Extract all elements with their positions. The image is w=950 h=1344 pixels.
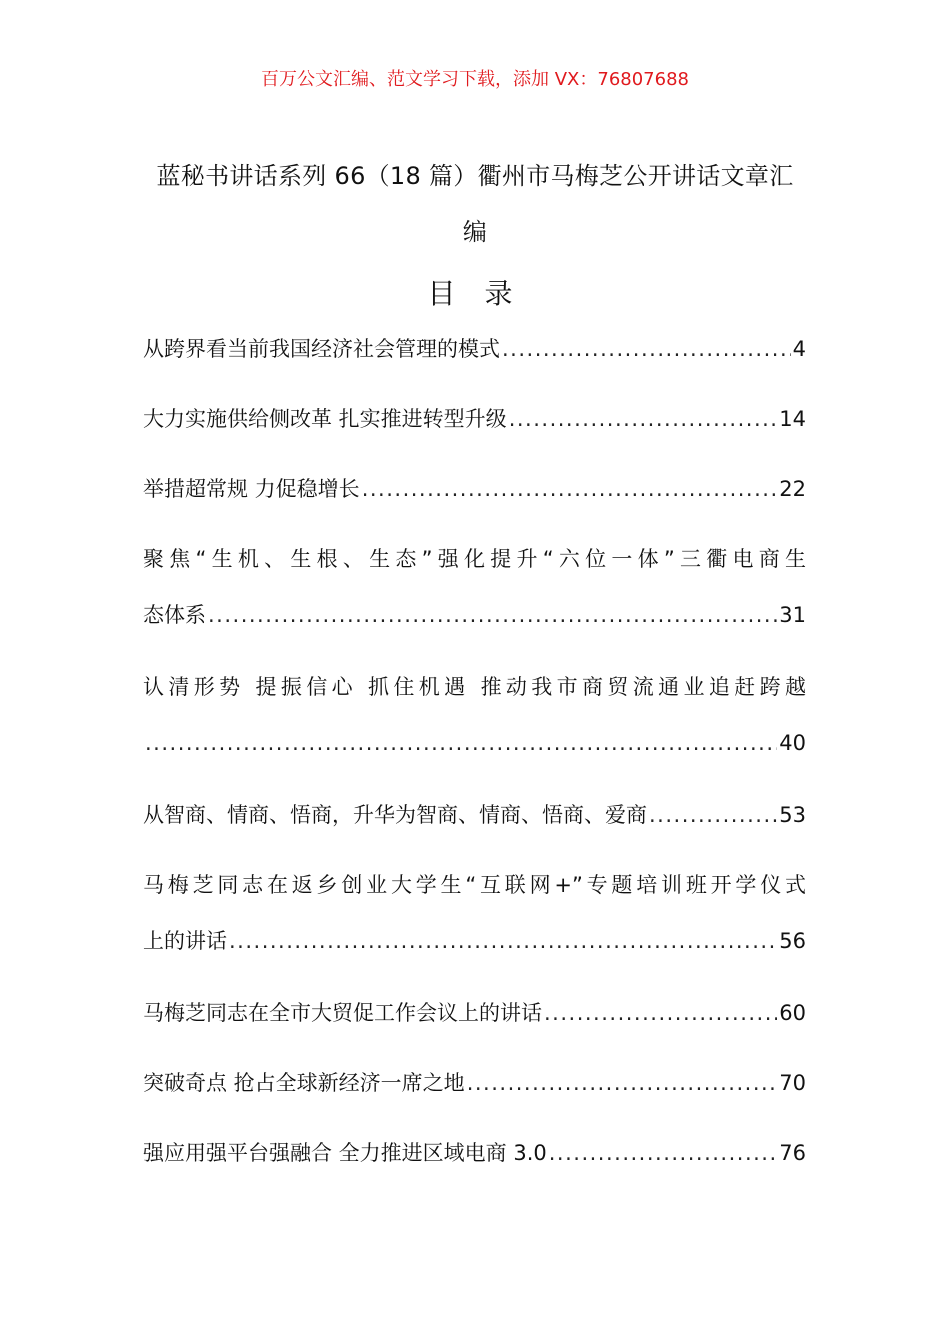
toc-leader-dots [362, 467, 778, 511]
toc-leader-dots [208, 593, 777, 637]
toc-entry-page: 31 [779, 603, 806, 627]
toc-entry[interactable] [143, 1061, 806, 1131]
toc-leader-dots [549, 1131, 778, 1175]
toc-entry-title: 大力实施供给侧改革 扎实推进转型升级 [143, 407, 507, 431]
toc-leader-dots [649, 793, 777, 837]
toc-entry-page: 40 [779, 731, 806, 755]
header-note: 百万公文汇编、范文学习下载，添加 VX：76807688 [261, 69, 689, 90]
toc-entry[interactable] [143, 863, 806, 991]
toc-entry[interactable] [143, 327, 806, 397]
toc-leader-dots [467, 1061, 778, 1105]
toc-entry-title-line-1: 认清形势 提振信心 抓住机遇 推动我市商贸流通业追赶跨越 [143, 675, 806, 699]
toc-leader-dots [145, 721, 777, 765]
toc-entry-page: 53 [779, 803, 806, 827]
toc-entry-title-line-1: 聚焦“生机、生根、生态”强化提升“六位一体”三衢电商生 [143, 547, 806, 571]
toc-entry-title: 突破奇点 抢占全球新经济一席之地 [143, 1071, 465, 1095]
document-title [142, 148, 808, 260]
toc-entry-page: 60 [779, 1001, 806, 1025]
toc-entry-title: 从智商、情商、悟商，升华为智商、情商、悟商、爱商 [143, 803, 647, 827]
toc-leader-dots [509, 397, 778, 441]
toc-entry[interactable] [143, 991, 806, 1061]
table-of-contents [143, 327, 806, 1201]
toc-entry[interactable] [143, 537, 806, 665]
toc-entry-title-line-1: 马梅芝同志在返乡创业大学生“互联网+”专题培训班开学仪式 [143, 873, 806, 897]
toc-entry-page: 56 [779, 929, 806, 953]
document-title-line-1: 蓝秘书讲话系列 66（18 篇）衢州市马梅芝公开讲话文章汇 [156, 162, 794, 190]
toc-heading: 目 录 [427, 277, 523, 310]
toc-entry-page: 76 [779, 1141, 806, 1165]
toc-entry-page: 22 [779, 477, 806, 501]
toc-leader-dots [544, 991, 777, 1035]
toc-entry[interactable] [143, 1131, 806, 1201]
toc-entry-title: 举措超常规 力促稳增长 [143, 477, 360, 501]
toc-entry-title: 马梅芝同志在全市大贸促工作会议上的讲话 [143, 1001, 542, 1025]
toc-leader-dots [229, 919, 777, 963]
toc-entry-title: 强应用强平台强融合 全力推进区域电商 3.0 [143, 1141, 547, 1165]
toc-entry[interactable] [143, 467, 806, 537]
toc-entry-page: 14 [779, 407, 806, 431]
toc-entry-title: 从跨界看当前我国经济社会管理的模式 [143, 337, 500, 361]
toc-entry-title-line-2: 上的讲话 [143, 929, 227, 953]
toc-leader-dots [502, 327, 791, 371]
toc-entry[interactable] [143, 665, 806, 793]
toc-entry-page: 70 [779, 1071, 806, 1095]
toc-entry-title-line-2: 态体系 [143, 603, 206, 627]
document-title-line-2: 编 [462, 218, 488, 246]
toc-entry-page: 4 [792, 337, 806, 361]
toc-entry[interactable] [143, 793, 806, 863]
toc-entry[interactable] [143, 397, 806, 467]
